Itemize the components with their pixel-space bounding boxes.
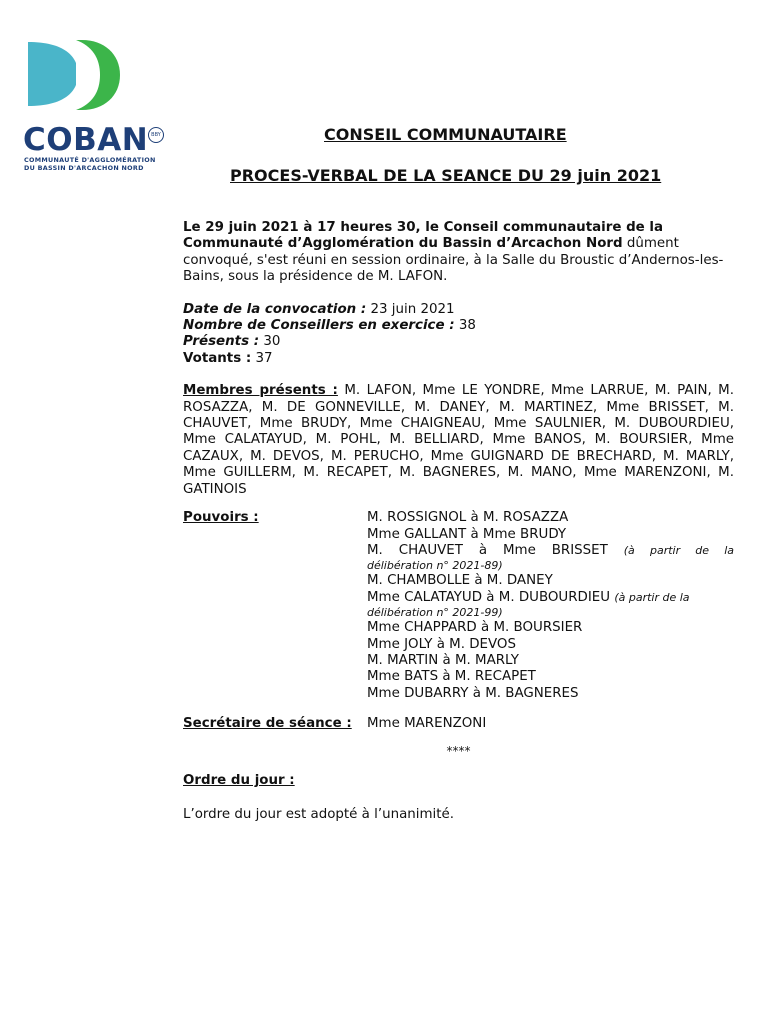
secretary-label-cell xyxy=(183,716,367,732)
proxy-text: M. CHAUVET à Mme BRISSET xyxy=(367,542,608,558)
document-body xyxy=(183,220,734,824)
intro-bold: Le 29 juin 2021 à 17 heures 30, le Conseil communautaire de la Communauté d’Agglomération du Bassin d’Arcachon Nord xyxy=(183,220,664,252)
secretary-section xyxy=(183,716,734,732)
page-subtitle: PROCES-VERBAL DE LA SEANCE DU 29 juin 2021 xyxy=(230,166,662,185)
coban-logo xyxy=(20,38,170,178)
proxies-section xyxy=(183,510,734,702)
proxy-item: Mme BATS à M. RECAPET xyxy=(367,669,536,685)
secretary-label: Secrétaire de séance : xyxy=(183,716,352,732)
members-paragraph xyxy=(183,383,734,498)
proxy-item: Mme DUBARRY à M. BAGNERES xyxy=(367,685,579,701)
agenda-title: Ordre du jour : xyxy=(183,772,295,788)
proxies-list xyxy=(367,510,734,702)
logo-subtitle-line1: COMMUNAUTÉ D'AGGLOMÉRATION xyxy=(24,156,156,164)
proxy-item: Mme GALLANT à Mme BRUDY xyxy=(367,526,567,542)
logo-mark-icon xyxy=(20,38,170,118)
proxy-item xyxy=(367,590,734,606)
proxy-item: Mme CHAPPARD à M. BOURSIER xyxy=(367,620,583,636)
proxy-item: M. ROSSIGNOL à M. ROSAZZA xyxy=(367,510,569,526)
proxy-note: (à partir de la xyxy=(623,543,734,557)
conseillers-label: Nombre de Conseillers en exercice : xyxy=(183,318,455,334)
proxy-item: M. CHAMBOLLE à M. DANEY xyxy=(367,573,553,589)
votants-value: 37 xyxy=(251,350,273,366)
convocation-value: 23 juin 2021 xyxy=(366,301,455,317)
proxies-label-cell xyxy=(183,510,367,702)
presents-line xyxy=(183,334,734,350)
conseillers-value: 38 xyxy=(454,318,476,334)
convocation-line xyxy=(183,302,734,318)
proxy-note: délibération n° 2021-89) xyxy=(367,559,503,573)
proxy-text: Mme CALATAYUD à M. DUBOURDIEU xyxy=(367,589,611,605)
section-separator: **** xyxy=(446,743,471,758)
presents-label: Présents : xyxy=(183,334,260,350)
proxy-note: délibération n° 2021-99) xyxy=(367,606,503,620)
logo-brand: COBAN xyxy=(23,122,149,158)
proxy-item: M. MARTIN à M. MARLY xyxy=(367,652,519,668)
proxies-label: Pouvoirs : xyxy=(183,510,259,526)
convocation-label: Date de la convocation : xyxy=(183,301,367,317)
members-label: Membres présents : xyxy=(183,383,338,399)
members-list: M. LAFON, Mme LE YONDRE, Mme LARRUE, M. PAIN, M. ROSAZZA, M. DE GONNEVILLE, M. DANEY, M. MARTINEZ, Mme BRISSET, M. CHAUVET, Mme BRUDY, Mme CHAIGNEAU, Mme SAULNIER, M. DUBOURDIEU, Mme CALATAYUD, M. POHL, M. BELLIARD, Mme BANOS, M. BOURSIER, Mme CAZAUX, M. DEVOS, M. PERUCHO, Mme GUIGNARD DE BRECHARD, M. MARLY, Mme GUILLERM, M. RECAPET, M. BAGNERES, M. MANO, Mme MARENZONI, M. GATINOIS xyxy=(183,383,734,497)
logo-badge: BBY xyxy=(148,127,164,143)
conseillers-line xyxy=(183,318,734,334)
secretary-value: Mme MARENZONI xyxy=(367,716,487,732)
agenda-heading xyxy=(183,773,734,789)
proxy-note: (à partir de la xyxy=(614,590,690,604)
intro-paragraph xyxy=(183,220,734,286)
votants-label: Votants : xyxy=(183,350,252,366)
logo-subtitle xyxy=(24,156,174,172)
votants-line xyxy=(183,351,734,367)
attendance-stats xyxy=(183,302,734,368)
proxy-item xyxy=(367,543,734,559)
presents-value: 30 xyxy=(259,334,281,350)
intro-rest: dûment convoqué, s'est réuni en session ordinaire, à la Salle du Broustic d’Andernos-les-Bains, sous la présidence de M. LAFON. xyxy=(183,236,724,285)
proxy-item: Mme JOLY à M. DEVOS xyxy=(367,636,516,652)
page-title: CONSEIL COMMUNAUTAIRE xyxy=(324,125,567,144)
logo-subtitle-line2: DU BASSIN D'ARCACHON NORD xyxy=(24,164,144,172)
agenda-text: L’ordre du jour est adopté à l’unanimité. xyxy=(183,807,454,823)
